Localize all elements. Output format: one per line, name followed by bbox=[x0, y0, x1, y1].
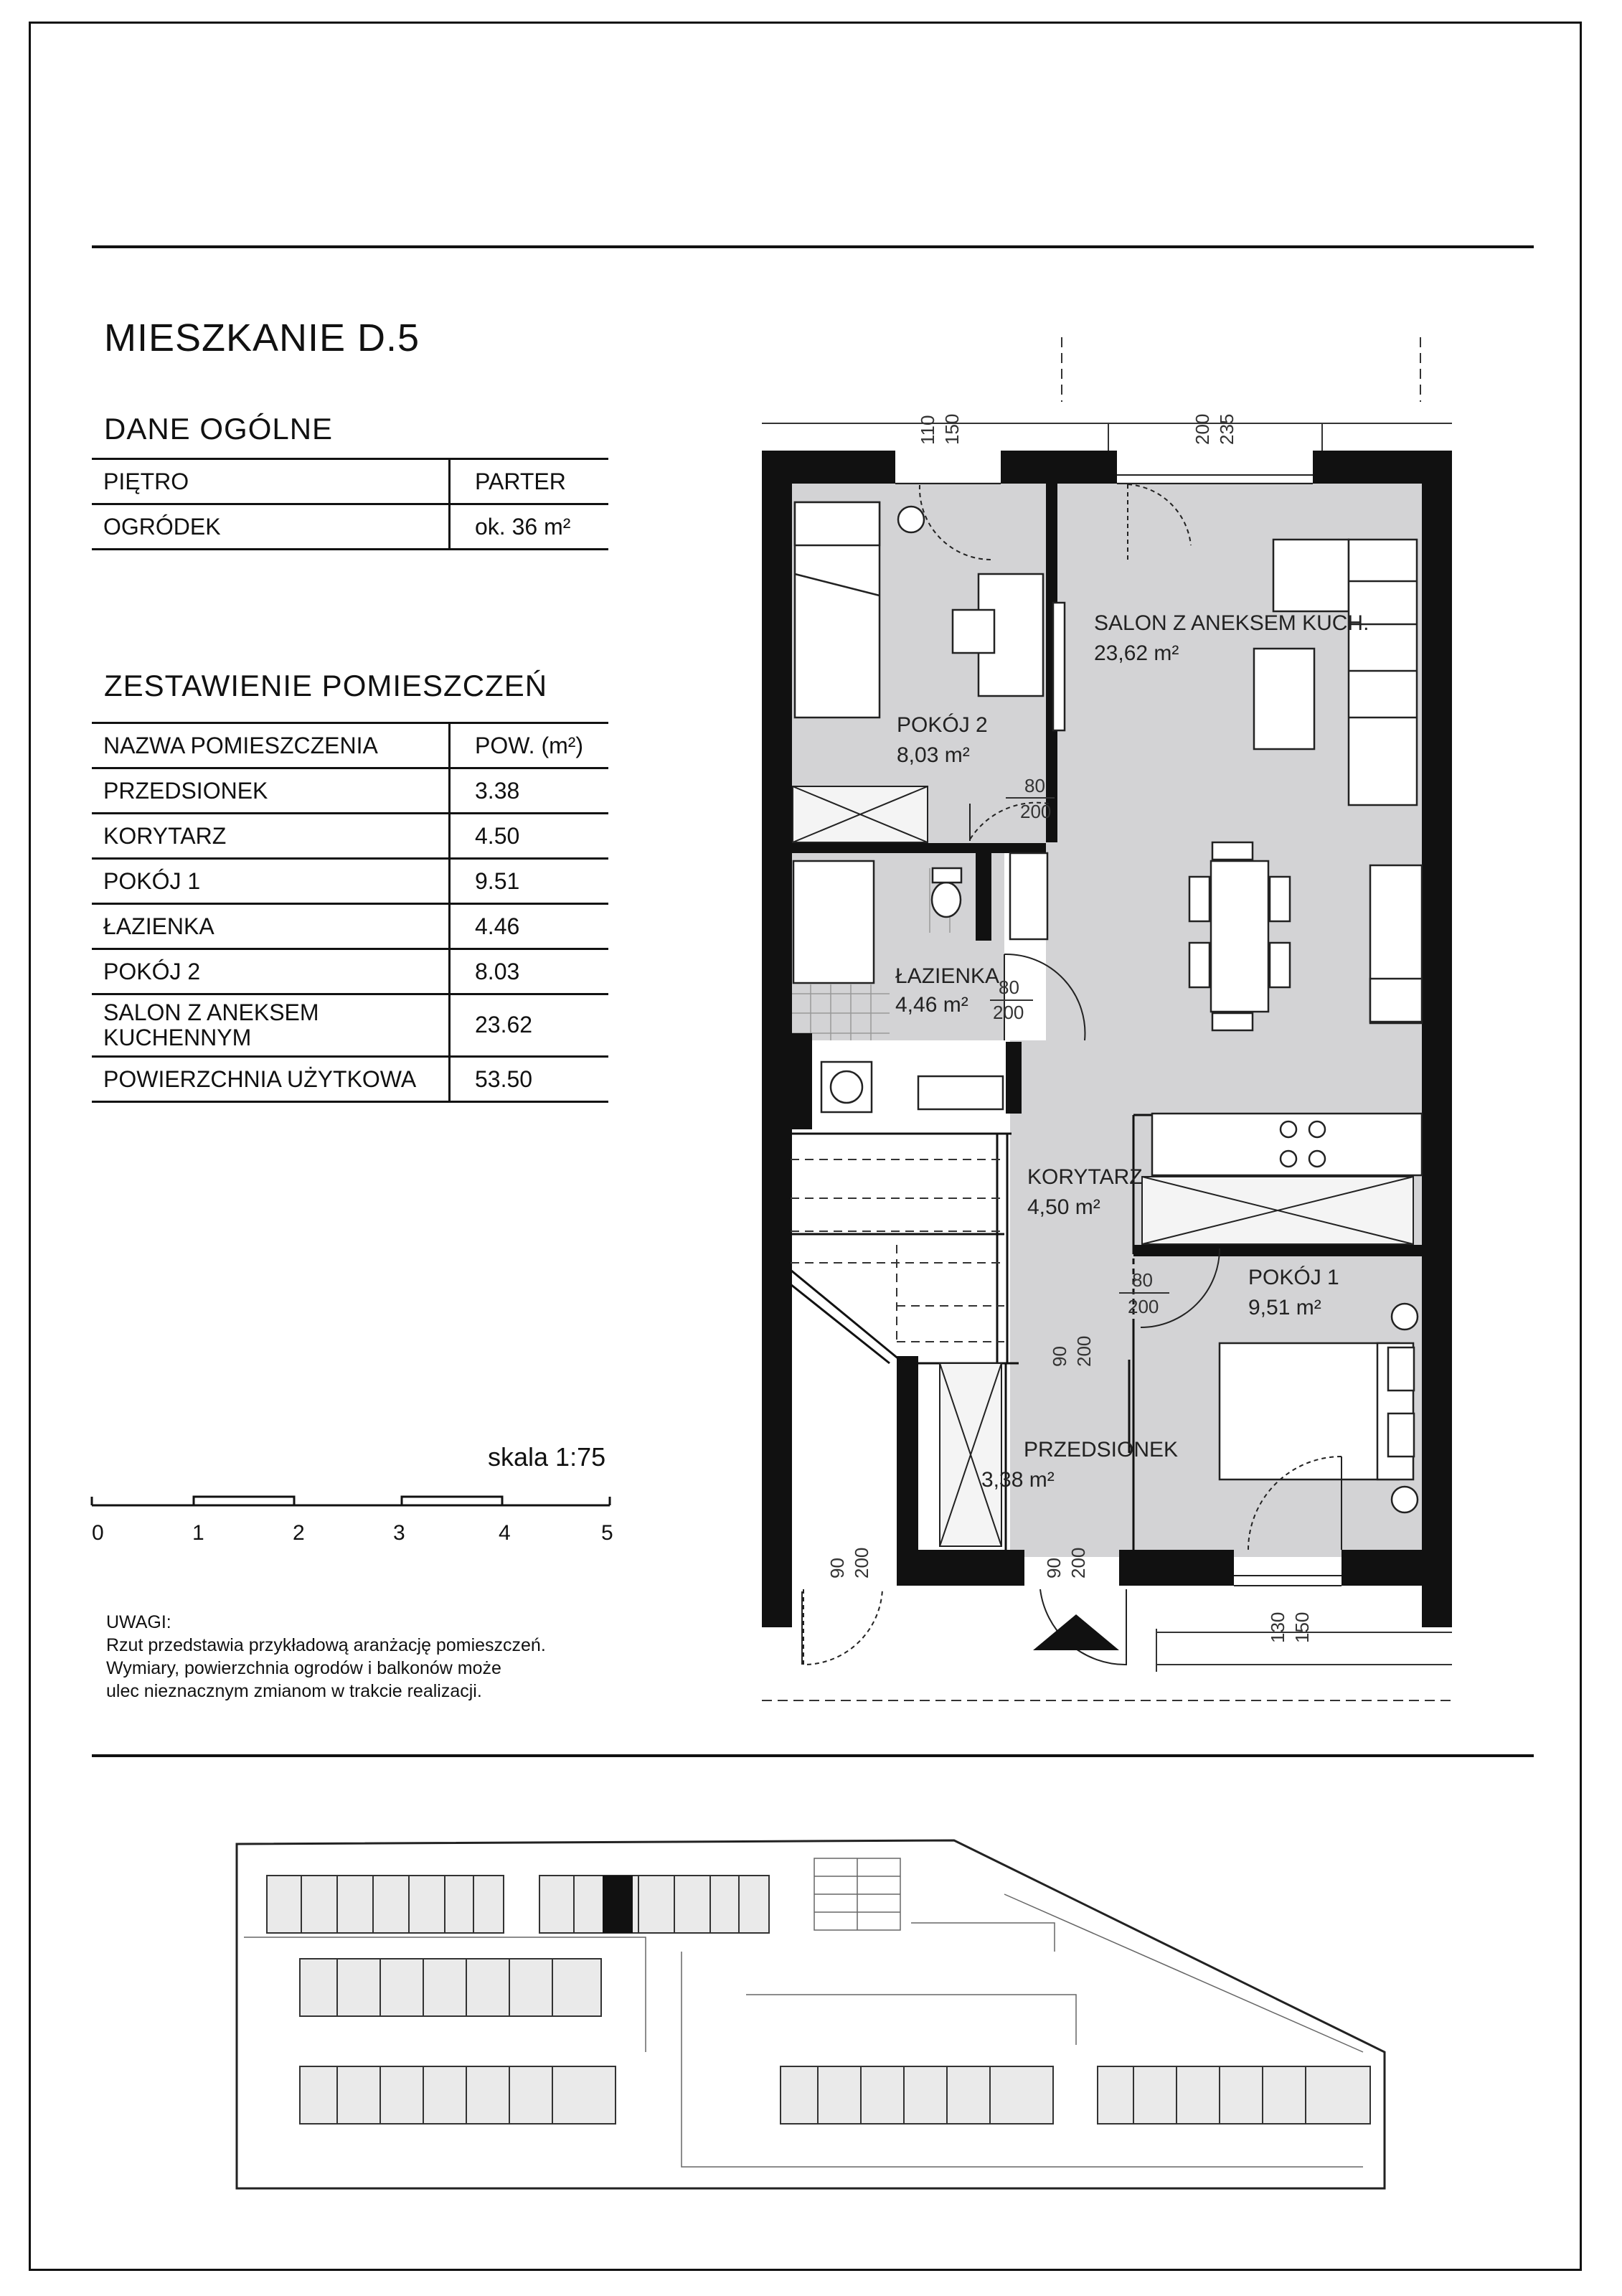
notes-line: ulec nieznacznym zmianom w trakcie realizacji. bbox=[106, 1681, 482, 1701]
lazienka-area: 4,46 m² bbox=[895, 993, 968, 1017]
general-row bbox=[92, 459, 608, 504]
site-plan bbox=[215, 1830, 1420, 2203]
pokoj1-name: POKÓJ 1 bbox=[1248, 1266, 1339, 1289]
scale-tick: 3 bbox=[393, 1521, 405, 1545]
floor-plan bbox=[760, 323, 1478, 1722]
door-width: 90 bbox=[826, 1558, 848, 1578]
room-area: 8.03 bbox=[450, 949, 609, 994]
table-row bbox=[92, 949, 608, 994]
room-area: 23.62 bbox=[450, 994, 609, 1057]
room-name: ŁAZIENKA bbox=[92, 904, 450, 949]
room-name: KORYTARZ bbox=[92, 814, 450, 859]
scale-tick: 5 bbox=[601, 1521, 613, 1545]
window-height: 150 bbox=[941, 413, 963, 445]
table-row-total bbox=[92, 1057, 608, 1102]
top-divider bbox=[92, 245, 1534, 248]
scale-label: skala 1:75 bbox=[488, 1442, 606, 1472]
room-name-line2: KUCHENNYM bbox=[103, 1025, 252, 1050]
lazienka-name: ŁAZIENKA bbox=[895, 964, 1000, 988]
rooms-heading: ZESTAWIENIE POMIESZCZEŃ bbox=[104, 669, 548, 702]
col-name-header: NAZWA POMIESZCZENIA bbox=[92, 723, 450, 768]
door-height: 200 bbox=[1073, 1335, 1095, 1367]
door-height: 200 bbox=[851, 1547, 872, 1578]
entrance-marker bbox=[1033, 1614, 1119, 1650]
room-area: 4.46 bbox=[450, 904, 609, 949]
table-row bbox=[92, 859, 608, 904]
stairs bbox=[791, 1159, 1004, 1342]
window-dim bbox=[1267, 1612, 1313, 1643]
scale-tick: 0 bbox=[92, 1521, 104, 1545]
scale-bar bbox=[86, 1485, 617, 1514]
window-sill: 110 bbox=[917, 415, 938, 445]
bottom-divider bbox=[92, 1754, 1534, 1757]
room-name: PRZEDSIONEK bbox=[92, 768, 450, 814]
door-height: 200 bbox=[1067, 1547, 1089, 1578]
door-height: 200 bbox=[993, 1002, 1024, 1023]
garden-value: ok. 36 m² bbox=[450, 504, 609, 550]
table-row bbox=[92, 768, 608, 814]
table-row bbox=[92, 994, 608, 1057]
door-dim-vertical bbox=[826, 1548, 872, 1578]
window-height: 150 bbox=[1291, 1612, 1313, 1643]
general-row bbox=[92, 504, 608, 550]
room-name bbox=[92, 994, 450, 1057]
scale-tick: 4 bbox=[499, 1521, 511, 1545]
door-height: 200 bbox=[1020, 801, 1052, 822]
door-width: 90 bbox=[1049, 1346, 1070, 1367]
przedsionek-area: 3,38 m² bbox=[981, 1468, 1055, 1492]
window-sill: 130 bbox=[1267, 1612, 1288, 1643]
general-table bbox=[92, 458, 608, 550]
room-area: 4.50 bbox=[450, 814, 609, 859]
room-name: POKÓJ 1 bbox=[92, 859, 450, 904]
door-height: 200 bbox=[1128, 1296, 1159, 1317]
door-width: 90 bbox=[1043, 1558, 1065, 1578]
total-label: POWIERZCHNIA UŻYTKOWA bbox=[92, 1057, 450, 1102]
table-row bbox=[92, 814, 608, 859]
highlighted-unit bbox=[603, 1876, 633, 1933]
salon-name: SALON Z ANEKSEM KUCH. bbox=[1094, 611, 1369, 635]
room-area: 9.51 bbox=[450, 859, 609, 904]
pokoj2-name: POKÓJ 2 bbox=[897, 713, 988, 737]
window-dim bbox=[917, 414, 963, 445]
general-heading: DANE OGÓLNE bbox=[104, 412, 334, 446]
door-width: 80 bbox=[1132, 1269, 1153, 1291]
floor-value: PARTER bbox=[450, 459, 609, 504]
notes-heading: UWAGI: bbox=[106, 1612, 171, 1632]
total-area: 53.50 bbox=[450, 1057, 609, 1102]
door-width: 80 bbox=[1024, 775, 1045, 796]
room-name: POKÓJ 2 bbox=[92, 949, 450, 994]
salon-area: 23,62 m² bbox=[1094, 641, 1179, 665]
rooms-header-row bbox=[92, 723, 608, 768]
floor-label: PIĘTRO bbox=[92, 459, 450, 504]
notes bbox=[106, 1611, 651, 1703]
korytarz-name: KORYTARZ bbox=[1027, 1165, 1143, 1189]
room-name-line1: SALON Z ANEKSEM bbox=[103, 999, 319, 1025]
przedsionek-name: PRZEDSIONEK bbox=[1024, 1438, 1179, 1462]
scale-tick: 1 bbox=[192, 1521, 204, 1545]
garden-label: OGRÓDEK bbox=[92, 504, 450, 550]
col-area-header: POW. (m²) bbox=[450, 723, 609, 768]
apartment-title: MIESZKANIE D.5 bbox=[104, 316, 420, 359]
door-width: 80 bbox=[999, 977, 1019, 998]
table-row bbox=[92, 904, 608, 949]
notes-line: Rzut przedstawia przykładową aranżację pomieszczeń. bbox=[106, 1635, 546, 1655]
pokoj2-area: 8,03 m² bbox=[897, 743, 970, 767]
window-dim bbox=[1192, 414, 1237, 445]
notes-line: Wymiary, powierzchnia ogrodów i balkonów może bbox=[106, 1658, 501, 1678]
room-area: 3.38 bbox=[450, 768, 609, 814]
window-height: 235 bbox=[1216, 413, 1237, 445]
scale-tick: 2 bbox=[293, 1521, 305, 1545]
korytarz-area: 4,50 m² bbox=[1027, 1195, 1100, 1219]
rooms-table bbox=[92, 722, 608, 1103]
pokoj1-area: 9,51 m² bbox=[1248, 1296, 1321, 1319]
window-sill: 200 bbox=[1192, 413, 1213, 445]
